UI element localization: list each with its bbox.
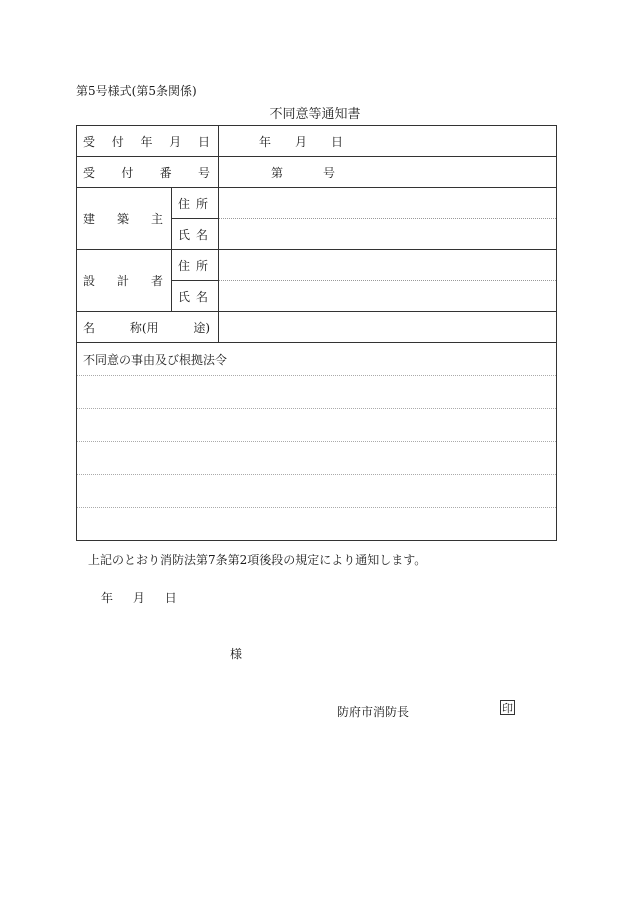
addressee-honorific: 様 [230, 647, 243, 661]
designer-name-label: 氏 名 [172, 281, 219, 312]
building-owner-address-field[interactable] [219, 188, 557, 219]
building-owner-address-row [77, 188, 557, 219]
reason-line[interactable] [77, 441, 556, 474]
form-number: 第5号様式(第5条関係) [76, 84, 197, 98]
designer-address-label: 住 所 [172, 250, 219, 281]
received-number-field[interactable]: 第 号 [219, 157, 557, 188]
issuer-title: 防府市消防長 [337, 705, 410, 719]
designer-label: 設 計 者 [77, 250, 172, 312]
designer-name-field[interactable] [219, 281, 557, 312]
notice-statement: 上記のとおり消防法第7条第2項後段の規定により通知します。 [88, 553, 427, 567]
reason-line[interactable] [77, 474, 556, 507]
designer-address-field[interactable] [219, 250, 557, 281]
reason-line[interactable] [77, 375, 556, 408]
reason-heading: 不同意の事由及び根拠法令 [83, 353, 228, 367]
reason-row [77, 343, 557, 541]
name-usage-label: 名 称(用 途) [77, 312, 219, 343]
reason-line[interactable] [77, 507, 556, 540]
received-date-row [77, 126, 557, 157]
building-owner-name-label: 氏 名 [172, 219, 219, 250]
received-date-label: 受 付 年 月 日 [77, 126, 219, 157]
received-number-row [77, 157, 557, 188]
name-usage-row [77, 312, 557, 343]
reason-line[interactable] [77, 408, 556, 441]
building-owner-name-field[interactable] [219, 219, 557, 250]
building-owner-label: 建 築 主 [77, 188, 172, 250]
name-usage-field[interactable] [219, 312, 557, 343]
received-date-field[interactable]: 年 月 日 [219, 126, 557, 157]
notice-form-table [76, 125, 557, 541]
building-owner-address-label: 住 所 [172, 188, 219, 219]
document-title: 不同意等通知書 [269, 107, 361, 122]
designer-address-row [77, 250, 557, 281]
seal-stamp-box: 印 [502, 702, 513, 715]
issue-date[interactable]: 年 月 日 [101, 591, 177, 605]
received-number-label: 受 付 番 号 [77, 157, 219, 188]
reason-cell[interactable] [77, 343, 557, 541]
